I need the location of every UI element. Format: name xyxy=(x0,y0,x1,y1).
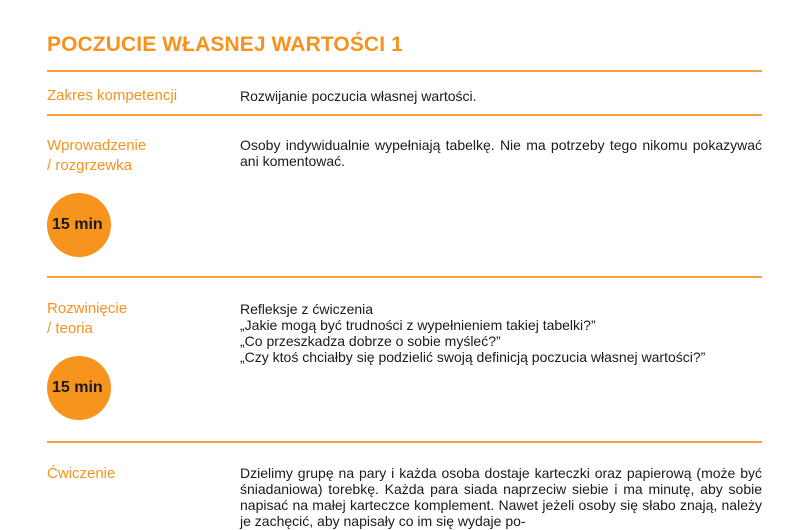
duration-badge xyxy=(47,356,111,420)
row-content-wprowadzenie: Osoby indywidualnie wypełniają tabelkę. Nie ma potrzeby tego nikomu pokazywać ani komentować. xyxy=(240,137,762,169)
row-label-line: Rozwinięcie xyxy=(47,300,128,317)
row-content-zakres-kompetencji: Rozwijanie poczucia własnej wartości. xyxy=(240,88,477,104)
row-label-rozwiniecie xyxy=(47,299,222,339)
page-title: POCZUCIE WŁASNEJ WARTOŚCI 1 xyxy=(47,33,403,56)
row-content-rozwiniecie xyxy=(240,301,762,365)
content-line: „Jakie mogą być trudności z wypełnieniem takiej tabelki?” xyxy=(240,317,596,333)
duration-badge xyxy=(47,193,111,257)
row-label-zakres-kompetencji: Zakres kompetencji xyxy=(47,87,178,104)
duration-label: 15 min xyxy=(52,216,103,233)
content-line: „Czy ktoś chciałby się podzielić swoją definicją poczucia własnej wartości?” xyxy=(240,349,706,365)
divider xyxy=(47,276,762,278)
duration-label: 15 min xyxy=(52,379,103,396)
divider xyxy=(47,70,762,72)
row-label-cwiczenie: Ćwiczenie xyxy=(47,465,116,482)
content-line: „Co przeszkadza dobrze o sobie myśleć?” xyxy=(240,333,501,349)
content-line: Refleksje z ćwiczenia xyxy=(240,301,374,317)
row-label-line: / teoria xyxy=(47,320,93,337)
divider xyxy=(47,441,762,443)
row-label-line: Wprowadzenie xyxy=(47,137,147,154)
row-label-wprowadzenie xyxy=(47,136,222,176)
divider xyxy=(47,114,762,116)
row-label-line: / rozgrzewka xyxy=(47,157,133,174)
row-content-cwiczenie: Dzielimy grupę na pary i każda osoba dostaje karteczki oraz papierową (może być śniadaniowa) torebkę. Każda para siada naprzeciw siebie i ma minutę, aby sobie napisać na małej karteczce komplement. Nawet jeżeli osoby się słabo znają, należy je zachęcić, aby napisały co im się wydaje po- xyxy=(240,465,762,529)
